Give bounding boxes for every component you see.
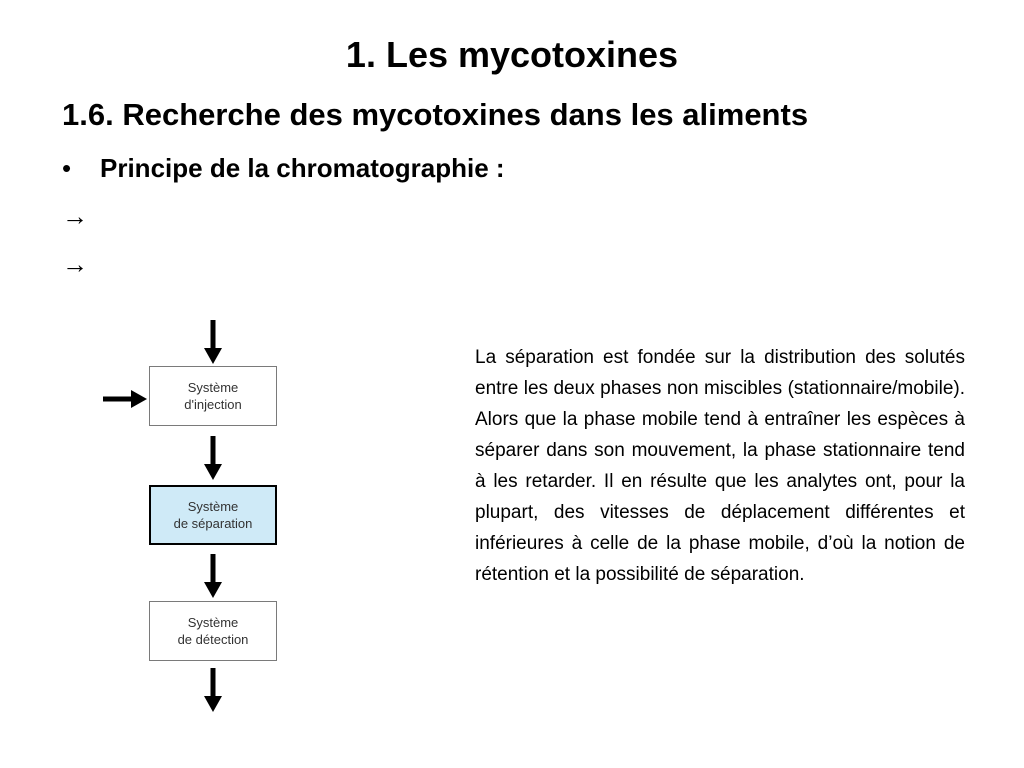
box-label-line2: de détection <box>177 632 249 647</box>
box-label-line2: d'injection <box>184 397 242 412</box>
chromatography-diagram <box>100 318 300 718</box>
bullet-text: Principe de la chromatographie : <box>100 153 505 183</box>
detection-system-box <box>149 601 277 661</box>
arrow-down-icon <box>204 436 222 480</box>
slide-subtitle: 1.6. Recherche des mycotoxines dans les aliments <box>62 97 809 132</box>
box-label-line1: Système <box>187 615 239 630</box>
box-label-line2: de séparation <box>173 516 253 531</box>
injection-system-box <box>149 366 277 426</box>
arrow-down-icon <box>204 554 222 598</box>
separation-system-box <box>149 485 277 545</box>
box-label-line1: Système <box>187 380 239 395</box>
arrow-right-icon: → <box>62 249 88 279</box>
bullet-icon: • <box>62 153 72 183</box>
arrow-down-icon <box>204 668 222 712</box>
bullet-item <box>62 150 505 186</box>
arrow-down-icon <box>204 320 222 364</box>
separation-explanation-text: La séparation est fondée sur la distribution des solutés entre les deux phases non miscibles (stationnaire/mobile). Alors que la phase mobile tend à entraîner les espèces à séparer dans son mouvement, la phase stationnaire tend à les retarder. Il en résulte que les analytes ont, pour la plupart, des vitesses de déplacement différentes et inférieures à celle de la phase mobile, d’où la notion de rétention et la possibilité de séparation. <box>475 347 965 585</box>
slide-title: 1. Les mycotoxines <box>345 34 679 75</box>
arrow-right-icon <box>103 390 147 408</box>
arrow-right-icon: → <box>62 201 88 231</box>
box-label-line1: Système <box>187 499 239 514</box>
